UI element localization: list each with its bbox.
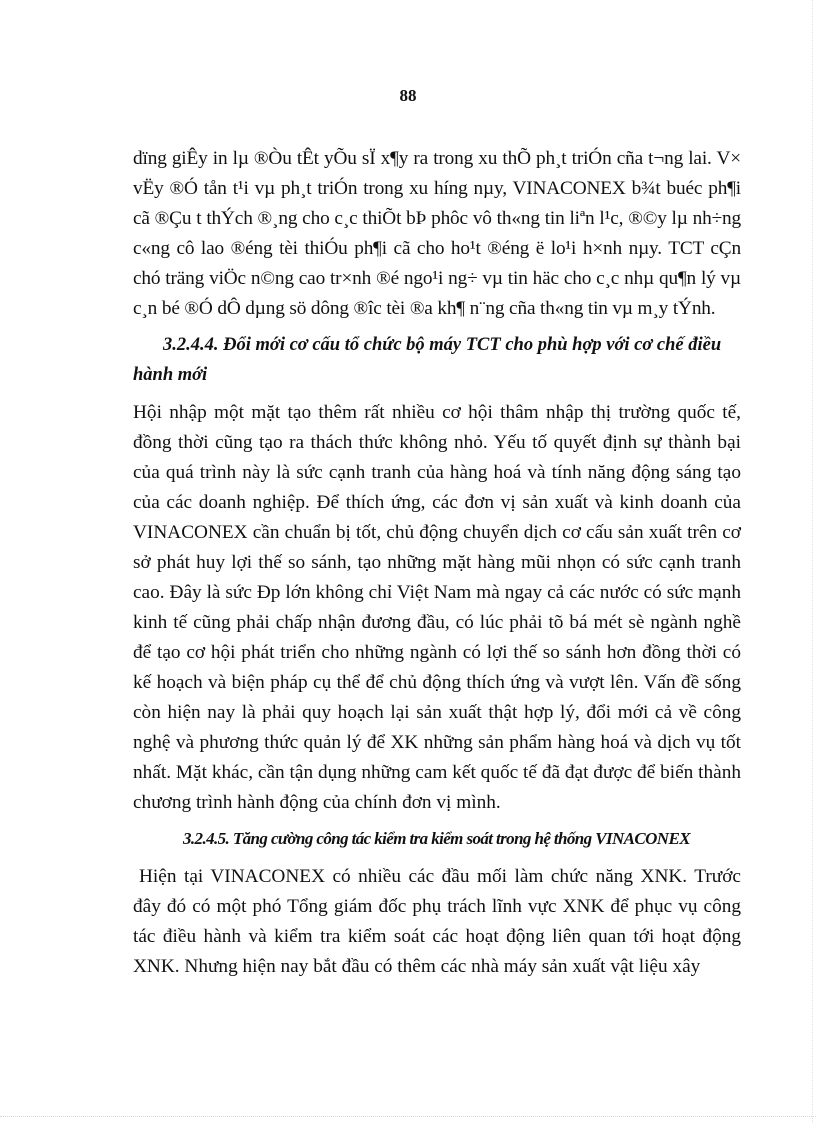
paragraph-current-situation: Hiện tại VINACONEX có nhiều các đầu mối làm chức năng XNK. Trước đây đó có một phó Tổng giám đốc phụ trách lĩnh vực XNK để phục vụ công tác điều hành và kiểm tra kiểm soát các hoạt động liên quan tới hoạt động XNK. Nhưng hiện nay bắt đầu có thêm các nhà máy sản xuất vật liệu xây (133, 866, 741, 977)
section-heading-3-2-4-5: 3.2.4.5. Tăng cường công tác kiểm tra kiểm soát trong hệ thống VINACONEX (183, 829, 690, 848)
page-number: 88 (399, 86, 417, 105)
page-body (133, 144, 741, 982)
paragraph-legacy-encoding: dïng giÊy in lµ ®Òu tÊt yÕu sÏ x¶y ra trong xu thÕ ph¸t triÓn cña t¬ng lai. V× vËy ®Ó tån t¹i vµ ph¸t triÓn trong xu híng nµy, VINACONEX b¾t buéc ph¶i cã ®Çu t thÝch ®¸ng cho c¸c thiÕt bÞ phôc vô th«ng tin liªn l¹c, ®©y lµ nh÷ng c«ng cô lao ®éng tèi thiÓu ph¶i cã cho ho¹t ®éng ë lo¹i h×nh nµy. TCT cÇn chó träng viÖc n©ng cao tr×nh ®é ngo¹i ng÷ vµ tin häc cho c¸c nhµ qu¶n lý vµ c¸n bé ®Ó dÔ dµng sö dông ®îc tèi ®a kh¶ n¨ng cña th«ng tin vµ m¸y tÝnh. (133, 148, 741, 319)
paragraph-integration: Hội nhập một mặt tạo thêm rất nhiều cơ hội thâm nhập thị trường quốc tế, đồng thời cũng tạo ra thách thức không nhỏ. Yếu tố quyết định sự thành bại của quá trình này là sức cạnh tranh của hàng hoá và tính năng động sáng tạo của các doanh nghiệp. Để thích ứng, các đơn vị sản xuất và kinh doanh của VINACONEX cần chuẩn bị tốt, chủ động chuyển dịch cơ cấu sản xuất trên cơ sở phát huy lợi thế so sánh, tạo những mặt hàng mũi nhọn có sức cạnh tranh cao. Đây là sức Ðp lớn không chỉ Việt Nam mà ngay cả các nước có sức mạnh kinh tế cũng phải chấp nhận đương đầu, có lúc phải tõ bá mét sè ngành nghề để tạo cơ hội phát triển cho những ngành có lợi thế so sánh hơn đồng thời có kế hoạch và biện pháp cụ thể để chủ động thích ứng và vượt lên. Vấn đề sống còn hiện nay là phải quy hoạch lại sản xuất thật hợp lý, đổi mới cả về công nghệ và phương thức quản lý để XK những sản phẩm hàng hoá và dịch vụ tốt nhất. Mặt khác, cần tận dụng những cam kết quốc tế đã đạt được để biến thành chương trình hành động của chính đơn vị mình. (133, 402, 741, 813)
section-heading-3-2-4-4: 3.2.4.4. Đổi mới cơ cấu tổ chức bộ máy TCT cho phù hợp với cơ chế điều hành mới (133, 335, 722, 385)
right-dotted-border (812, 0, 813, 1123)
bottom-dotted-border (0, 1116, 816, 1117)
